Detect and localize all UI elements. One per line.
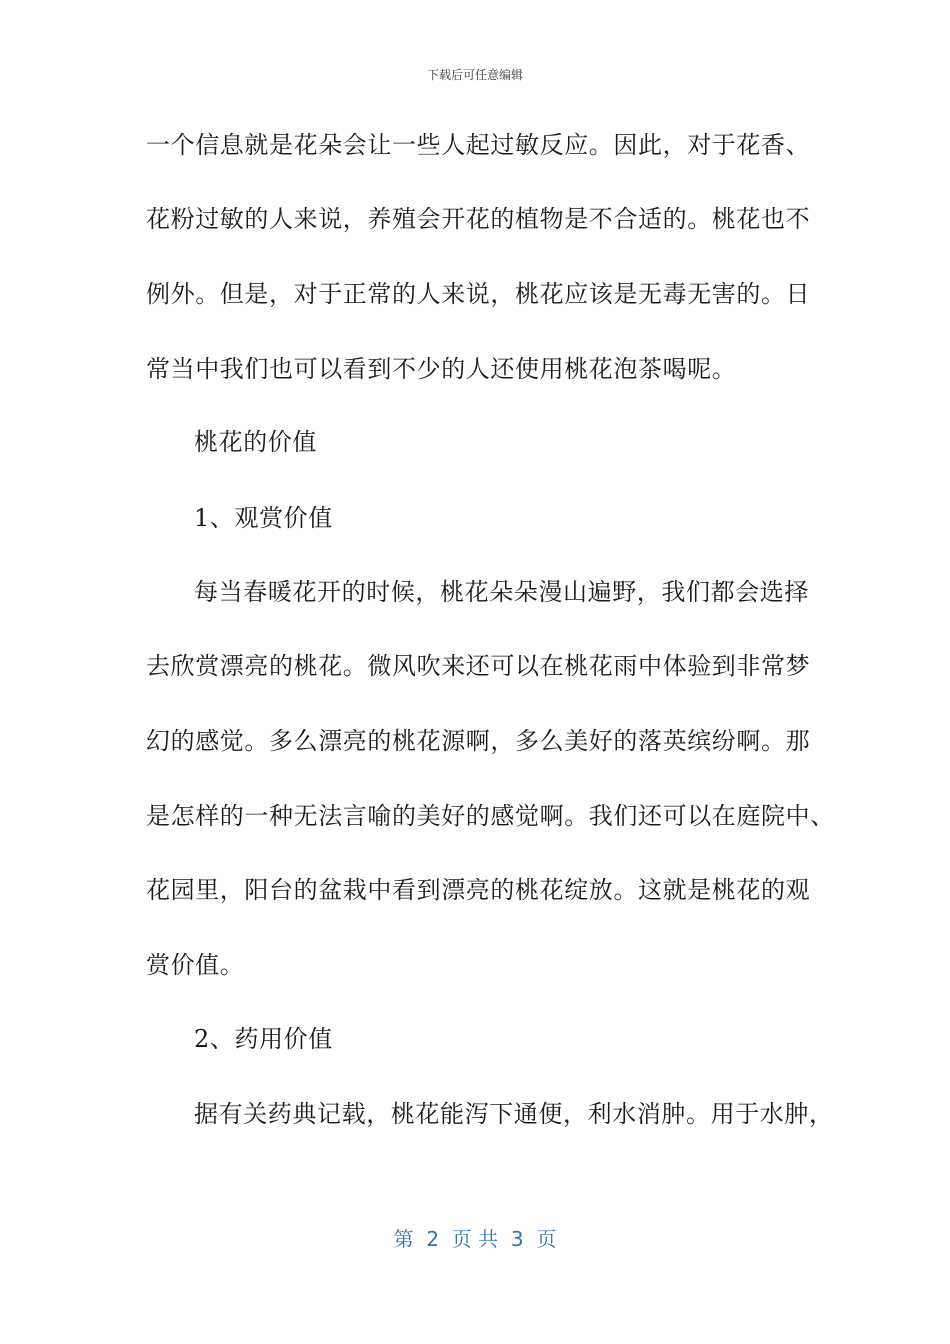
section-heading: 桃花的价值 [194, 428, 317, 456]
body-line: 常当中我们也可以看到不少的人还使用桃花泡茶喝呢。 [146, 355, 737, 383]
subsection-heading: 2、药用价值 [194, 1025, 333, 1053]
body-line: 去欣赏漂亮的桃花。微风吹来还可以在桃花雨中体验到非常梦 [146, 652, 811, 680]
body-line: 花粉过敏的人来说，养殖会开花的植物是不合适的。桃花也不 [146, 205, 811, 233]
body-line: 一个信息就是花朵会让一些人起过敏反应。因此，对于花香、 [146, 131, 811, 159]
body-line: 是怎样的一种无法言喻的美好的感觉啊。我们还可以在庭院中、 [146, 802, 835, 830]
body-line: 据有关药典记载，桃花能泻下通便，利水消肿。用于水肿， [194, 1100, 834, 1128]
header-note: 下载后可任意编辑 [426, 68, 523, 82]
body-line: 每当春暖花开的时候，桃花朵朵漫山遍野，我们都会选择 [194, 578, 809, 606]
body-line: 例外。但是，对于正常的人来说，桃花应该是无毒无害的。日 [146, 280, 811, 308]
body-line: 幻的感觉。多么漂亮的桃花源啊，多么美好的落英缤纷啊。那 [146, 727, 811, 755]
body-line: 花园里，阳台的盆栽中看到漂亮的桃花绽放。这就是桃花的观 [146, 876, 811, 904]
body-line: 赏价值。 [146, 951, 245, 979]
subsection-heading: 1、观赏价值 [194, 504, 333, 532]
page-number: 第 2 页 共 3 页 [393, 1227, 557, 1251]
